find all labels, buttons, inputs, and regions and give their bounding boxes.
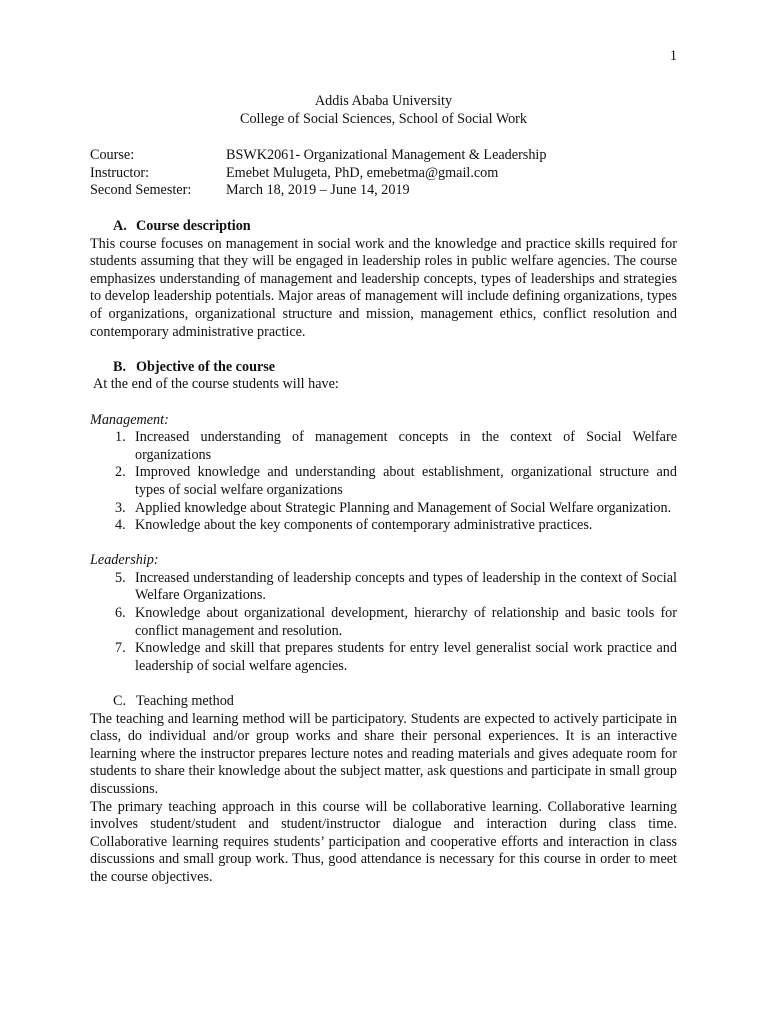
section-b-title: Objective of the course	[136, 358, 276, 375]
section-c-letter: C.	[113, 693, 127, 710]
leadership-objectives-list	[90, 570, 677, 676]
list-item: 5. Increased understanding of leadership concepts and types of leadership in the context of Social Welfare Organizations.	[115, 569, 677, 604]
semester-label: Second Semester:	[90, 182, 192, 199]
college-name: College of Social Sciences, School of Social Work	[239, 110, 528, 127]
university-name: Addis Ababa University	[314, 93, 453, 109]
course-info	[90, 147, 677, 200]
list-item: 7. Knowledge and skill that prepares students for entry level generalist social work practice and leadership of social welfare agencies.	[115, 640, 677, 674]
management-label: Management:	[90, 411, 169, 428]
leadership-label: Leadership:	[90, 552, 159, 569]
section-a-heading	[90, 218, 677, 236]
page-number: 1	[669, 48, 677, 64]
management-objectives-list	[90, 429, 677, 535]
semester-row	[90, 182, 677, 200]
semester-value: March 18, 2019 – June 14, 2019	[226, 182, 410, 199]
section-a-title: Course description	[136, 218, 251, 234]
section-a-letter: A.	[113, 218, 127, 234]
course-label: Course:	[90, 147, 135, 163]
section-c-heading	[90, 693, 677, 711]
section-b-letter: B.	[113, 358, 127, 375]
teaching-method-paragraph-1: The teaching and learning method will be participatory. Students are expected to actively participate in class, do individual and/or group works and share their personal experiences. It is an interactive learning where the instructor prepares lecture notes and reading materials and gives adequate room for students to share their knowledge about the subject matter, ask questions and participate in small group discussions.	[90, 710, 677, 797]
list-item: 2. Improved knowledge and understanding about establishment, organizational structure and types of social welfare organizations	[115, 464, 677, 498]
document-body	[90, 218, 677, 887]
course-description-text: This course focuses on management in social work and the knowledge and practice skills required for students assuming that they will be engaged in leadership roles in public welfare agencies. The course emphasizes understanding of management and leadership concepts, types of leaderships and strategies to develop leadership potentials. Major areas of management will include defining organizations, types of organizations, organizational structure and mission, management ethics, conflict resolution and contemporary administrative practice.	[90, 235, 677, 340]
list-item: 4. Knowledge about the key components of contemporary administrative practices.	[115, 517, 593, 534]
teaching-method-paragraph-2: The primary teaching approach in this course will be collaborative learning. Collaborative learning involves student/student and student/instructor dialogue and interaction during class time. Collaborative learning requires students’ participation and cooperative efforts and interaction in class discussions and small group work. Thus, good attendance is necessary for this course in order to meet the course objectives.	[90, 798, 677, 885]
list-item: 1. Increased understanding of management concepts in the context of Social Welfare organizations	[115, 429, 677, 463]
document-header	[90, 93, 677, 128]
instructor-value: Emebet Mulugeta, PhD, emebetma@gmail.com	[226, 164, 499, 181]
list-item: 6. Knowledge about organizational development, hierarchy of relationship and basic tools for conflict management and resolution.	[115, 605, 677, 639]
course-value: BSWK2061- Organizational Management & Leadership	[226, 147, 547, 163]
instructor-row	[90, 165, 677, 183]
objectives-intro: At the end of the course students will have:	[93, 376, 339, 393]
section-c-title: Teaching method	[136, 693, 234, 710]
list-item: 3. Applied knowledge about Strategic Planning and Management of Social Welfare organization.	[115, 499, 672, 516]
document-page	[90, 0, 677, 1024]
course-row	[90, 147, 677, 165]
section-b-heading	[90, 359, 677, 377]
instructor-label: Instructor:	[90, 164, 150, 181]
